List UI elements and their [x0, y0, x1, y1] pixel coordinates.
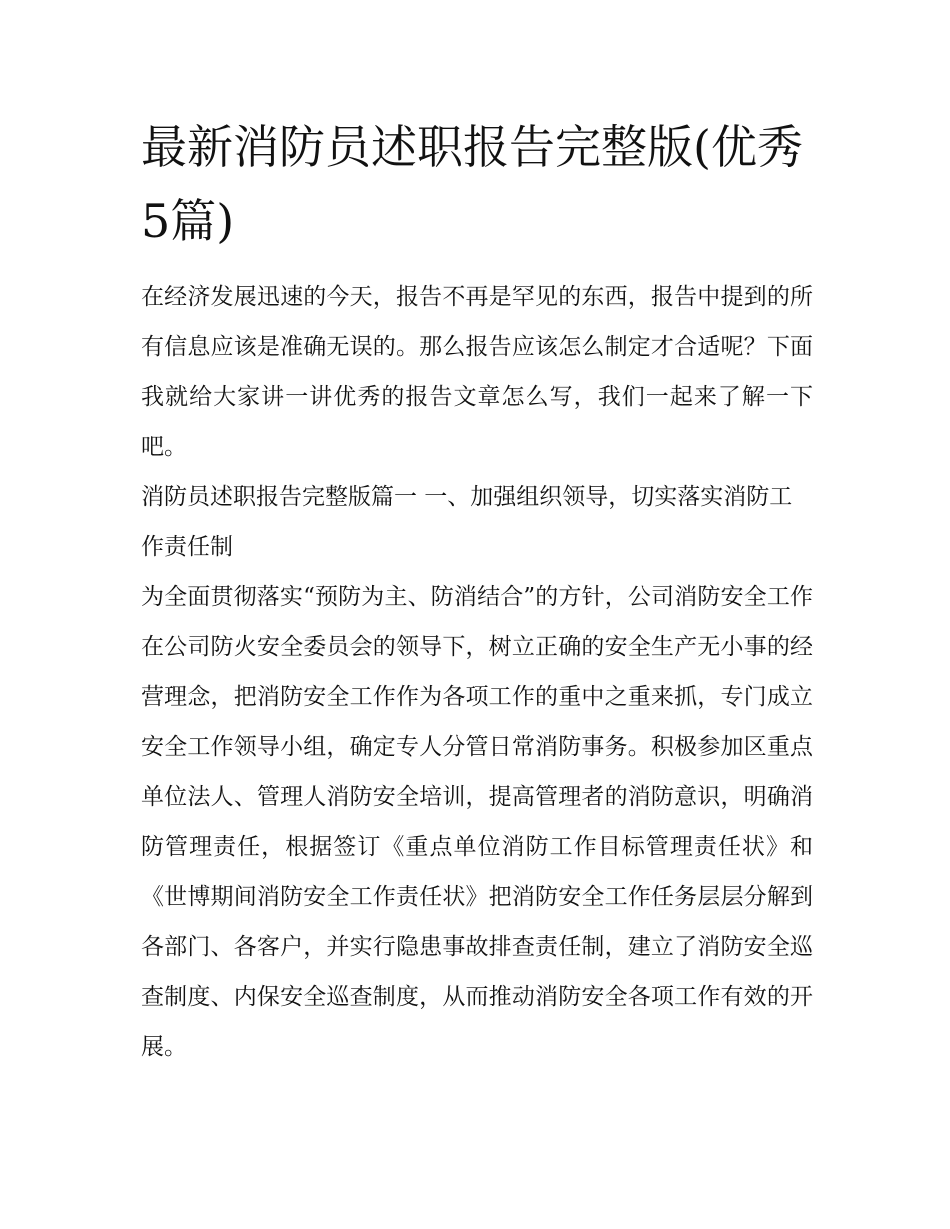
document-page: [141, 110, 813, 1072]
body-paragraph: 为全面贯彻落实“预防为主、防消结合”的方针，公司消防安全工作在公司防火安全委员会的领导下，树立正确的安全生产无小事的经营理念，把消防安全工作作为各项工作的重中之重来抓，专门成立安全工作领导小组，确定专人分管日常消防事务。积极参加区重点单位法人、管理人消防安全培训，提高管理者的消防意识，明确消防管理责任，根据签订《重点单位消防工作目标管理责任状》和《世博期间消防安全工作责任状》把消防安全工作任务层层分解到各部门、各客户，并实行隐患事故排查责任制，建立了消防安全巡查制度、内保安全巡查制度，从而推动消防安全各项工作有效的开展。: [141, 584, 813, 1060]
document-title: 最新消防员述职报告完整版(优秀5篇): [141, 120, 803, 248]
section-heading: 消防员述职报告完整版篇一 一、加强组织领导，切实落实消防工作责任制: [141, 484, 793, 560]
intro-paragraph: 在经济发展迅速的今天，报告不再是罕见的东西，报告中提到的所有信息应该是准确无误的。那么报告应该怎么制定才合适呢？下面我就给大家讲一讲优秀的报告文章怎么写，我们一起来了解一下吧。: [141, 284, 813, 460]
